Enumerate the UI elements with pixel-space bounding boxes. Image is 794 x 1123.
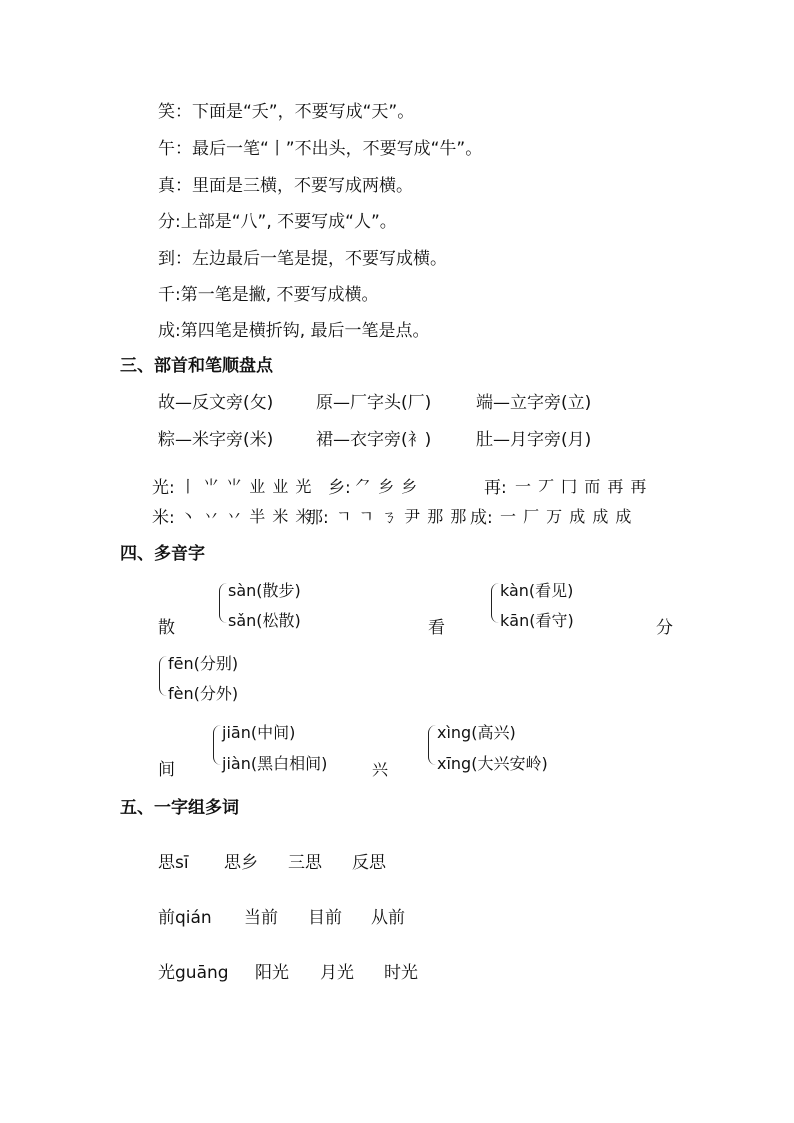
word-group-item: 月光	[320, 963, 354, 983]
brace	[159, 656, 167, 696]
stroke-char: 那:	[306, 508, 329, 528]
brace	[213, 725, 221, 765]
radical-item: 裙—衣字旁(衤)	[316, 430, 432, 450]
word-group-head: 思sī	[158, 853, 189, 873]
radical-item: 原—厂字头(厂)	[316, 393, 432, 413]
word-group-item: 三思	[288, 853, 322, 873]
word-group-item: 反思	[352, 853, 386, 873]
brace	[428, 725, 436, 765]
word-group-item: 思乡	[224, 853, 258, 873]
stroke-sequence: 一 丆 冂 而 再 再	[515, 477, 648, 496]
brace	[491, 583, 499, 623]
polyphone-char: 看	[428, 618, 445, 638]
polyphone-reading: kān(看守)	[500, 611, 574, 630]
stroke-sequence: 一 厂 万 成 成 成	[500, 507, 633, 526]
section-title-word-groups: 五、一字组多词	[120, 798, 239, 818]
note-line: 真：里面是三横，不要写成两横。	[158, 176, 413, 196]
polyphone-reading: jiān(中间)	[222, 723, 296, 742]
stroke-char: 成:	[470, 508, 493, 528]
stroke-char: 光:	[152, 478, 175, 498]
polyphone-reading: fēn(分别)	[168, 654, 239, 673]
polyphone-reading: xìng(高兴)	[437, 723, 516, 742]
note-line: 成:第四笔是横折钩, 最后一笔是点。	[158, 321, 430, 341]
brace	[219, 583, 227, 623]
stroke-sequence: 丶 丷 丷 半 米 米	[180, 507, 313, 526]
polyphone-reading: xīng(大兴安岭)	[437, 754, 548, 773]
note-line: 到：左边最后一笔是提，不要写成横。	[158, 249, 447, 269]
word-group-head: 光guāng	[158, 963, 229, 983]
polyphone-char: 散	[158, 618, 175, 638]
word-group-item: 当前	[244, 908, 278, 928]
word-group-head: 前qián	[158, 908, 212, 928]
word-group-item: 从前	[371, 908, 405, 928]
stroke-sequence: ㄱ ㄱ ㄋ 尹 那 那	[336, 507, 468, 526]
radical-item: 端—立字旁(立)	[476, 393, 592, 413]
note-line: 千:第一笔是撇, 不要写成横。	[158, 285, 379, 305]
stroke-char: 再:	[484, 478, 507, 498]
stroke-char: 米:	[152, 508, 175, 528]
stroke-sequence: ⺈ 乡 乡	[355, 477, 419, 496]
section-title-polyphones: 四、多音字	[120, 544, 205, 564]
word-group-item: 时光	[384, 963, 418, 983]
polyphone-char: 分	[656, 618, 673, 638]
word-group-item: 阳光	[255, 963, 289, 983]
polyphone-reading: jiàn(黑白相间)	[222, 754, 328, 773]
radical-item: 肚—月字旁(月)	[476, 430, 592, 450]
polyphone-char: 兴	[372, 760, 389, 779]
note-line: 午：最后一笔“丨”不出头，不要写成“牛”。	[158, 139, 483, 159]
word-group-item: 目前	[308, 908, 342, 928]
polyphone-reading: sàn(散步)	[228, 581, 301, 600]
polyphone-char: 间	[158, 760, 175, 780]
note-line: 分:上部是“八”, 不要写成“人”。	[158, 212, 397, 232]
polyphone-reading: kàn(看见)	[500, 581, 574, 600]
note-line: 笑：下面是“夭”，不要写成“天”。	[158, 102, 415, 122]
stroke-char: 乡:	[328, 478, 351, 498]
section-title-radicals: 三、部首和笔顺盘点	[120, 356, 273, 376]
radical-item: 粽—米字旁(米)	[158, 430, 274, 450]
polyphone-reading: fèn(分外)	[168, 684, 239, 703]
radical-item: 故—反文旁(攵)	[158, 393, 274, 413]
stroke-sequence: 丨 ⺌ ⺌ 业 业 光	[180, 477, 313, 496]
polyphone-reading: sǎn(松散)	[228, 611, 301, 630]
